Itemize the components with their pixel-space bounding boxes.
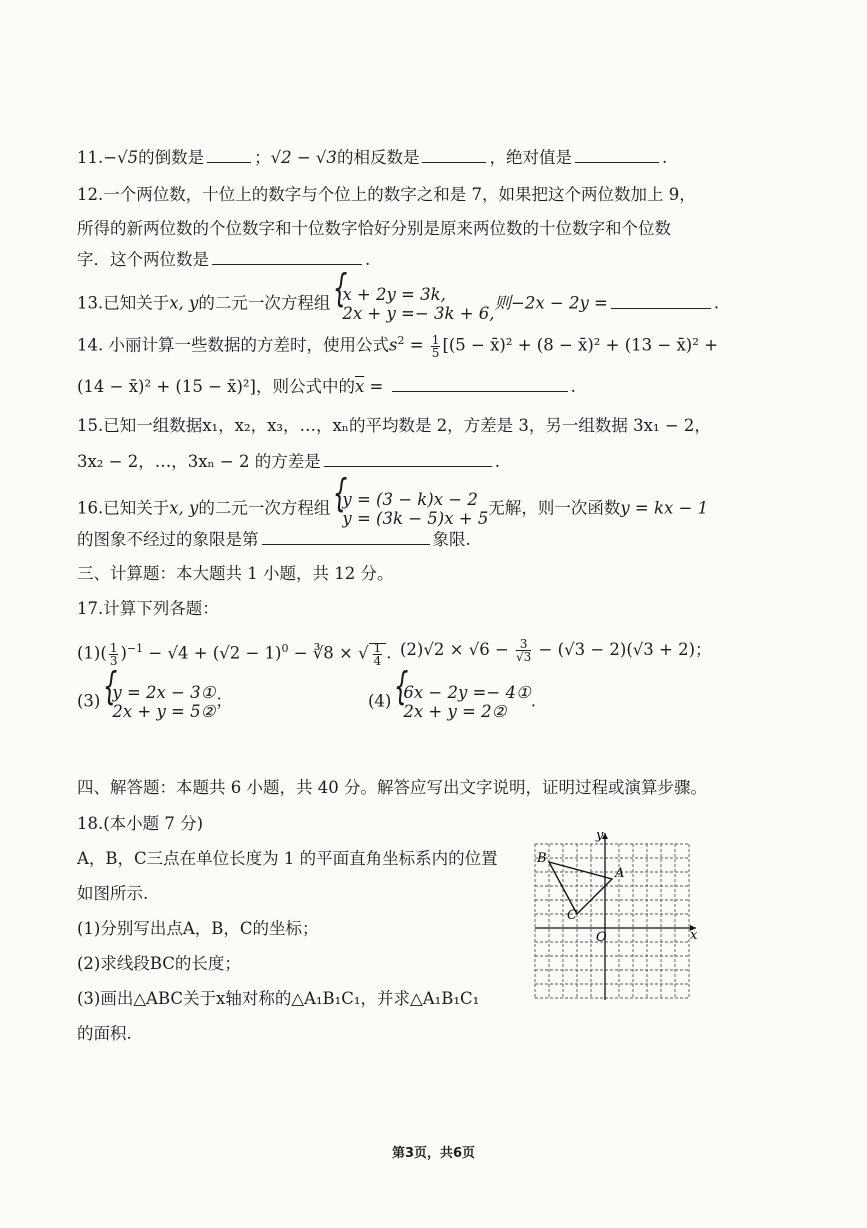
question-12-line2: 所得的新两位数的个位数字和十位数字恰好分别是原来两位数的十位数字和个位数 <box>77 219 671 238</box>
question-16-line1: 16.已知关于x, y的二元一次方程组 { y = (3 − k)x − 2 y = (3k − 5)x + 5 无解，则一次函数y = kx − 1 <box>77 490 708 528</box>
answer-blank[interactable] <box>207 146 251 163</box>
answer-blank[interactable] <box>575 146 659 163</box>
question-14-line2: (14 − x̄)² + (15 − x̄)²]，则公式中的$\overline{x}$ = . <box>77 377 576 396</box>
triangle-abc <box>549 862 612 914</box>
answer-blank[interactable] <box>392 375 568 392</box>
question-15-line2: 3x₂ − 2，…，3xₙ − 2 的方差是 . <box>77 452 500 471</box>
label-b: B <box>537 851 547 866</box>
question-17-title: 17.计算下列各题： <box>77 599 219 618</box>
question-17-part1: (1)( $\frac{1}{3}$ )$^{-1} - √4 + (√2 - 1)^0$ − ∛8 × √ $\frac{1}{4}$ . <box>77 640 392 668</box>
fraction: $\frac{1}{3}$ <box>109 640 118 668</box>
label-y: y <box>596 828 604 843</box>
radical: √5 <box>117 148 139 167</box>
grid-lines <box>535 844 689 998</box>
question-18-line5: (3)画出△ABC关于x轴对称的△A₁B₁C₁，并求△A₁B₁C₁ <box>77 989 480 1008</box>
page-footer: 第3页，共6页 <box>391 1146 476 1161</box>
question-18-title: 18.(本小题 7 分) <box>77 814 204 833</box>
answer-blank[interactable] <box>422 146 486 163</box>
answer-blank[interactable] <box>324 450 492 467</box>
section-4-heading: 四、解答题：本题共 6 小题，共 40 分。解答应写出文字说明，证明过程或演算步骤。 <box>77 778 707 797</box>
label-c: C <box>567 908 577 923</box>
section-3-heading: 三、计算题：本大题共 1 小题，共 12 分。 <box>77 564 394 583</box>
fraction: $\frac{1}{5}$ <box>431 332 440 360</box>
equation-system: { x + 2y = 3k, 2x + y =− 3k + 6, <box>330 285 494 323</box>
label-a: A <box>615 866 625 881</box>
answer-blank[interactable] <box>611 292 711 309</box>
question-12-line3: 字．这个两位数是 . <box>77 250 371 269</box>
question-18-line1: A，B，C三点在单位长度为 1 的平面直角坐标系内的位置 <box>77 849 498 868</box>
question-18-line4: (2)求线段BC的长度； <box>77 954 241 973</box>
question-17-part4: (4) { 6x − 2y =− 4① 2x + y = 2② . <box>368 683 536 721</box>
equation-system: { y = (3 − k)x − 2 y = (3k − 5)x + 5 <box>330 490 488 528</box>
question-17-part2: (2)√2 × √6 − $\frac{3}{√3}$ − (√3 − 2)(√3 + 2)； <box>400 637 712 664</box>
question-15-line1: 15.已知一组数据x₁，x₂，x₃，…，xₙ的平均数是 2，方差是 3，另一组数据 3x₁ − 2， <box>77 416 711 435</box>
coordinate-grid-figure <box>520 825 700 1010</box>
equation-system: { 6x − 2y =− 4① 2x + y = 2② <box>391 683 530 721</box>
question-18-line3: (1)分别写出点A，B，C的坐标； <box>77 919 319 938</box>
question-12-line1: 12.一个两位数，十位上的数字与个位上的数字之和是 7，如果把这个两位数加上 9， <box>77 185 696 204</box>
fraction: $\frac{1}{4}$ <box>373 640 382 668</box>
question-11: 11.−√5的倒数是 ；√2 − √3的相反数是 ，绝对值是 . <box>77 148 668 167</box>
answer-blank[interactable] <box>262 528 430 545</box>
question-16-line2: 的图象不经过的象限是第 象限. <box>77 530 471 549</box>
question-18-line6: 的面积. <box>77 1024 132 1043</box>
equation-system: { y = 2x − 3① 2x + y = 5② <box>100 683 215 721</box>
question-18-line2: 如图所示. <box>77 884 149 903</box>
question-13: 13.已知关于x, y的二元一次方程组 { x + 2y = 3k, 2x + y =− 3k + 6, 则−2x − 2y = . <box>77 285 719 323</box>
question-14-line1: 14. 小丽计算一些数据的方差时，使用公式$s^2$ = $\frac{1}{5}$ [(5 − x̄)² + (8 − x̄)² + (13 − x̄)² + <box>77 332 718 360</box>
label-origin: O <box>596 930 607 945</box>
question-17-part3: (3) { y = 2x − 3① 2x + y = 5② ； <box>77 683 232 721</box>
label-x: x <box>690 928 698 943</box>
fraction: $\frac{3}{√3}$ <box>516 637 532 664</box>
answer-blank[interactable] <box>212 248 362 265</box>
